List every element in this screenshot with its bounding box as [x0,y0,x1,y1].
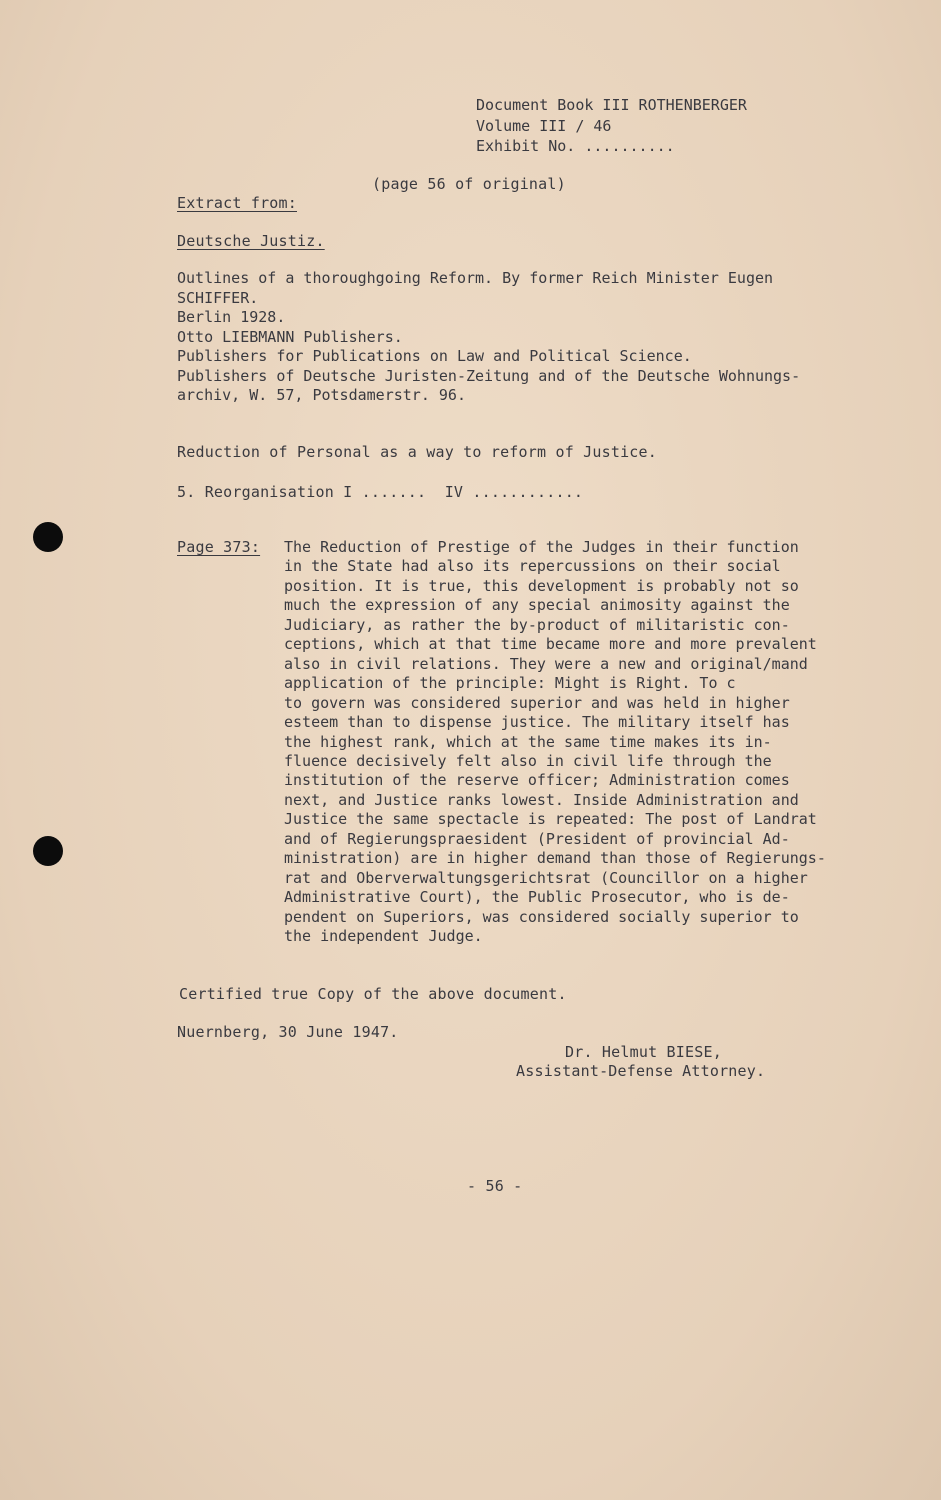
publication-line: archiv, W. 57, Potsdamerstr. 96. [177,386,466,404]
section-heading: Reduction of Personal as a way to reform of Justice. [177,443,657,461]
body-line: ceptions, which at that time became more and more prevalent [284,635,817,654]
signer-title: Assistant-Defense Attorney. [516,1062,766,1080]
body-line: next, and Justice ranks lowest. Inside Administration and [284,790,799,809]
source-title: Deutsche Justiz. [177,232,325,250]
publication-line: Otto LIEBMANN Publishers. [177,327,403,346]
page-reference: (page 56 of original) [372,175,566,193]
body-line: fluence decisively felt also in civil life through the [284,751,772,770]
exhibit-line: Exhibit No. .......... [476,137,675,155]
body-line: to govern was considered superior and was held in higher [284,693,790,712]
body-line: esteem than to dispense justice. The military itself has [284,713,790,732]
body-line: pendent on Superiors, was considered socially superior to [284,907,799,926]
punch-hole-bottom [33,836,63,866]
body-line: also in civil relations. They were a new and original/mand [284,654,808,673]
body-line: rat and Oberverwaltungsgerichtsrat (Councillor on a higher [284,868,808,887]
punch-hole-top [33,522,63,552]
body-line: The Reduction of Prestige of the Judges in their function [284,538,799,556]
publication-block [177,269,800,406]
certification-line: Certified true Copy of the above document. [179,985,567,1003]
signer-name: Dr. Helmut BIESE, [565,1043,722,1061]
doc-book-line: Document Book III ROTHENBERGER [476,96,747,114]
body-line: the highest rank, which at the same time makes its in- [284,732,772,751]
body-line: application of the principle: Might is Right. To c [284,674,736,693]
publication-line: Berlin 1928. [177,308,286,326]
place-date-line: Nuernberg, 30 June 1947. [177,1023,399,1041]
publication-line: SCHIFFER. [177,288,259,307]
publication-line: Publishers for Publications on Law and Political Science. [177,347,692,365]
body-line: position. It is true, this development is probably not so [284,576,799,595]
body-line: and of Regierungspraesident (President of provincial Ad- [284,829,790,848]
body-line: Administrative Court), the Public Prosecutor, who is de- [284,888,790,907]
volume-line: Volume III / 46 [476,116,612,135]
body-line: the independent Judge. [284,927,483,946]
page-label: Page 373: [177,538,261,556]
body-line: Justice the same spectacle is repeated: The post of Landrat [284,810,817,829]
document-header [476,95,747,157]
body-line: institution of the reserve officer; Administration comes [284,771,790,790]
body-line: ministration) are in higher demand than those of Regierungs- [284,849,826,868]
extract-from-label: Extract from: [177,194,297,212]
body-paragraph [284,538,884,947]
page-number: - 56 - [467,1177,523,1195]
reorganisation-line: 5. Reorganisation I ....... IV ............ [177,483,584,501]
body-line: in the State had also its repercussions on their social [284,557,781,576]
publication-line: Outlines of a thoroughgoing Reform. By former Reich Minister Eugen [177,269,774,287]
body-line: Judiciary, as rather the by-product of militaristic con- [284,615,790,634]
publication-line: Publishers of Deutsche Juristen-Zeitung and of the Deutsche Wohnungs- [177,366,801,385]
body-line: much the expression of any special animosity against the [284,596,790,615]
